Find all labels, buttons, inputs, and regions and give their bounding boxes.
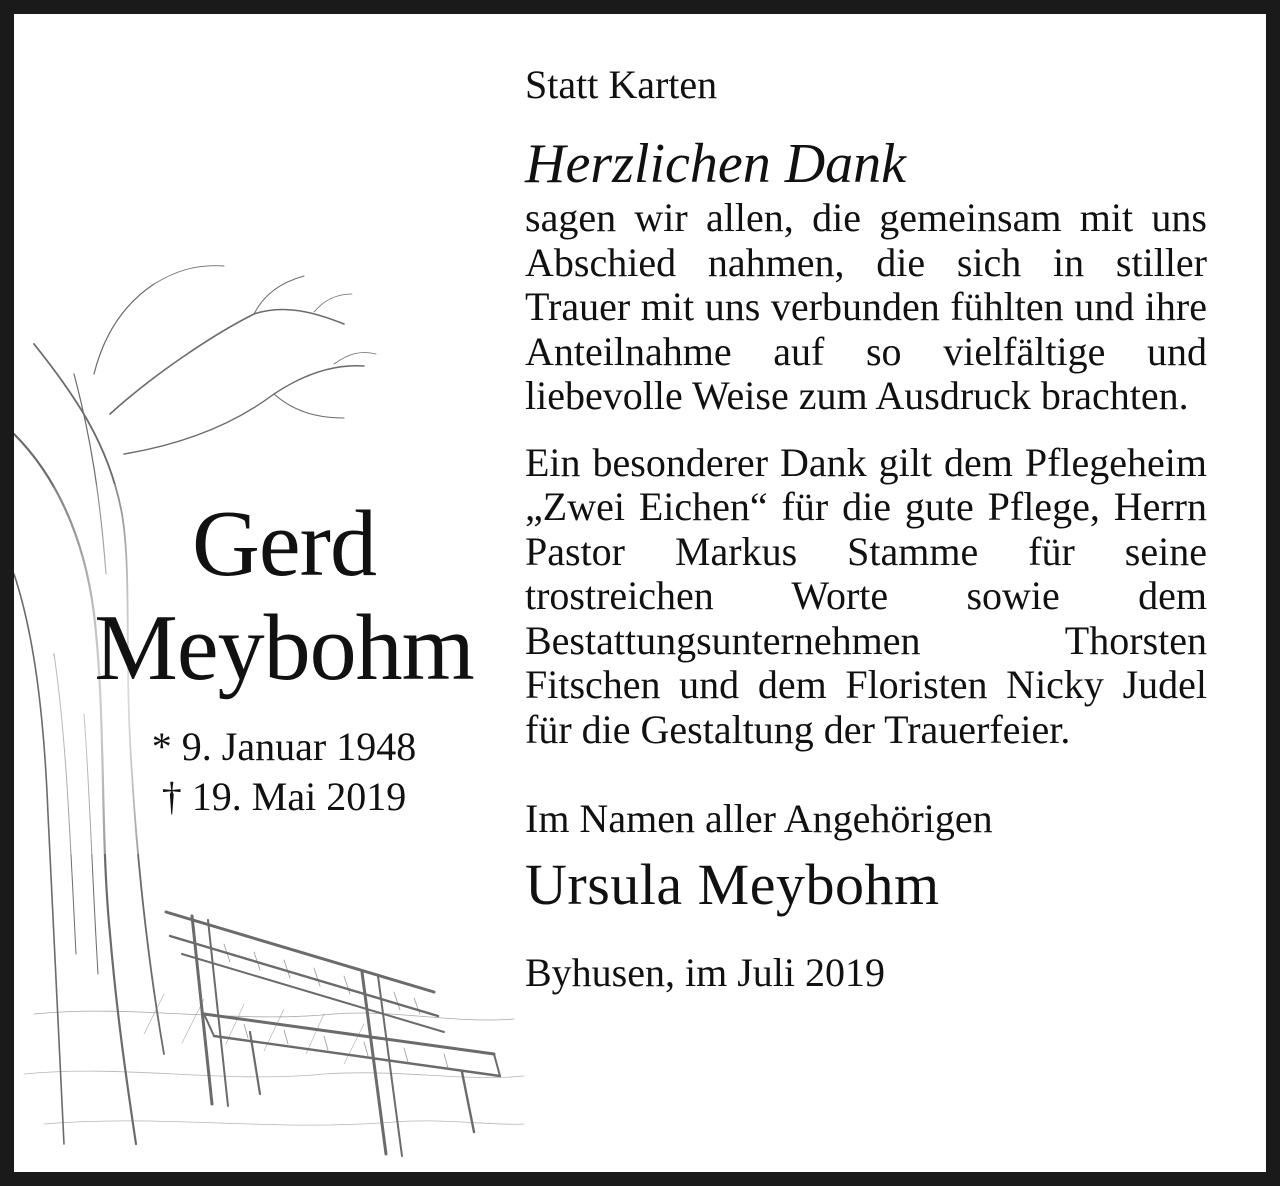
paragraph-special-thanks: Ein besonderer Dank gilt dem Pflegeheim „Zwei Eichen“ für die gute Pflege, Herrn Pastor Markus Stamme für seine trostreichen Worte sowie dem Bestattungsunternehmen Thorsten Fitschen und dem Floristen Nicky Judel für die Gestaltung der Trauerfeier. — [525, 439, 1207, 752]
preheader: Statt Karten — [525, 62, 718, 107]
paragraph-thanks: sagen wir allen, die gemeinsam mit uns Abschied nahmen, die sich in stiller Trauer mit uns verbunden fühlten und ihre Anteilnahme auf so vielfältige und liebevolle Weise zum Ausdruck brachten. — [525, 195, 1207, 418]
deceased-first-name: Gerd — [192, 492, 376, 596]
signer-name: Ursula Meybohm — [525, 852, 940, 917]
place-date: Byhusen, im Juli 2019 — [525, 950, 886, 995]
deceased-block — [54, 492, 514, 822]
signature-intro: Im Namen aller Angehörigen — [525, 796, 993, 841]
death-date: † 19. Mai 2019 — [161, 774, 407, 819]
thank-you-text — [525, 60, 1207, 998]
birth-date: * 9. Januar 1948 — [151, 724, 417, 769]
headline: Herzlichen Dank — [525, 133, 907, 195]
life-dates — [54, 722, 514, 822]
deceased-last-name: Meybohm — [94, 596, 474, 700]
